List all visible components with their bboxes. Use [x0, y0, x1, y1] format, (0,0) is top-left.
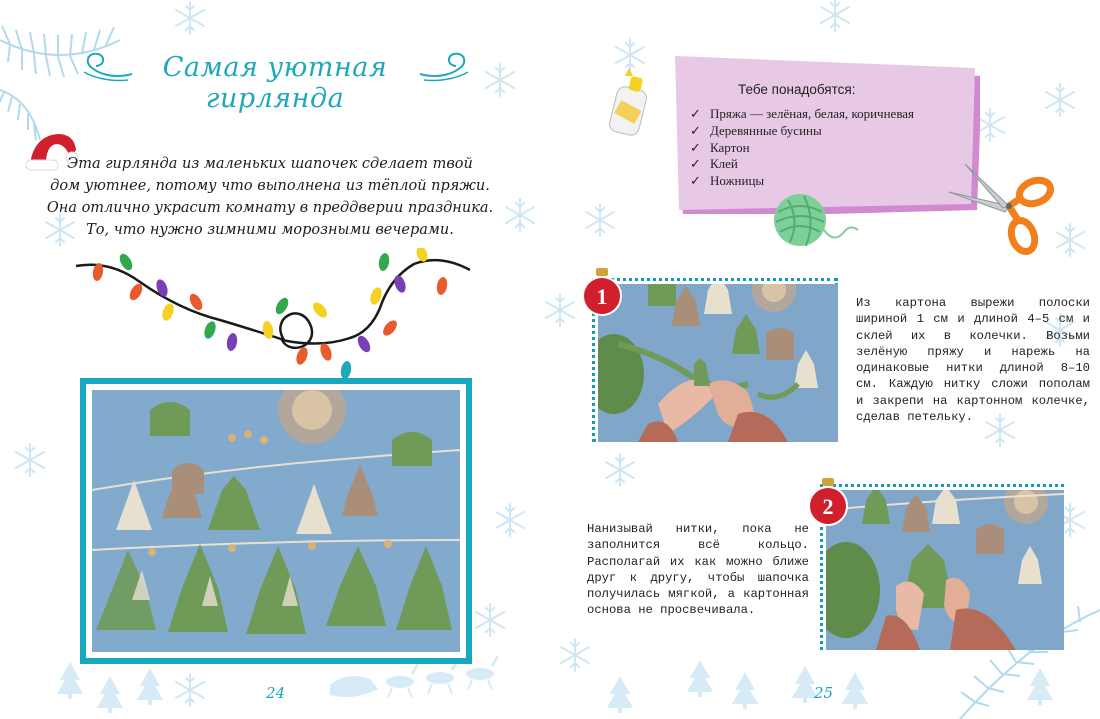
- materials-item-label: Деревянные бусины: [710, 122, 822, 138]
- ornament-badge-icon: [580, 268, 624, 320]
- yarn-ball-icon: [770, 190, 860, 250]
- scissors-icon: [945, 160, 1061, 260]
- materials-item: [690, 123, 914, 140]
- checkmark-icon: ✓: [690, 106, 701, 121]
- intro-line: Она отлично украсит комнату в преддверии праздника.: [46, 200, 494, 216]
- intro-line: дом уютнее, потому что выполнена из тёплой пряжи.: [50, 178, 490, 194]
- intro-line: Эта гирлянда из маленьких шапочек сделает твой: [67, 156, 473, 172]
- ornament-badge-icon: [806, 478, 850, 530]
- materials-item-label: Пряжа — зелёная, белая, коричневая: [710, 106, 915, 121]
- step1-text: Из картона вырежи полоски шириной 1 см и длиной 4–5 см и склей их в колечки. Возьми зелёную пряжу и нарежь на одинаковые нитки длиной 8–10 см. Каждую нитку сложи пополам и закрепи на картонном колечке, сделав петельку.: [856, 296, 1090, 425]
- materials-item: [690, 173, 914, 190]
- page-number-right: 25: [814, 684, 834, 702]
- step2-photo-image: [826, 490, 1064, 650]
- step2-text: Нанизывай нитки, пока не заполнится всё кольцо. Располагай их как можно ближе друг к другу, чтобы шапочка получилась мягкой, а картонная основа не просвечивала.: [587, 522, 809, 618]
- materials-item: [690, 156, 914, 173]
- page-number-left: 24: [266, 684, 286, 702]
- checkmark-icon: ✓: [690, 139, 701, 155]
- step1-number: 1: [596, 284, 608, 309]
- christmas-lights-icon: [70, 248, 480, 388]
- step1-photo-image: [598, 284, 838, 442]
- materials-item-label: Картон: [710, 139, 750, 155]
- title-swirl-left-icon: [78, 48, 134, 84]
- materials-item-label: Клей: [710, 156, 738, 172]
- materials-list: [690, 106, 914, 190]
- intro-line: То, что нужно зимними морозными вечерами.: [86, 222, 454, 238]
- glue-bottle-icon: [605, 68, 655, 140]
- materials-item: [690, 140, 914, 157]
- step2-photo-frame: [820, 484, 1064, 650]
- garland-photo: [80, 378, 472, 664]
- checkmark-icon: ✓: [690, 173, 701, 189]
- step1-photo-frame: [592, 278, 838, 442]
- page-title: Самая уютная гирлянда: [162, 52, 388, 114]
- checkmark-icon: ✓: [690, 156, 701, 172]
- step2-number: 2: [822, 494, 834, 519]
- checkmark-icon: ✓: [690, 122, 701, 138]
- title-swirl-right-icon: [418, 48, 474, 84]
- materials-item: [690, 106, 914, 123]
- materials-item-label: Ножницы: [710, 173, 765, 189]
- intro-text: [22, 153, 518, 241]
- right-page: [550, 0, 1100, 719]
- materials-title: Тебе понадобятся:: [738, 82, 856, 97]
- garland-photo-image: [92, 390, 460, 652]
